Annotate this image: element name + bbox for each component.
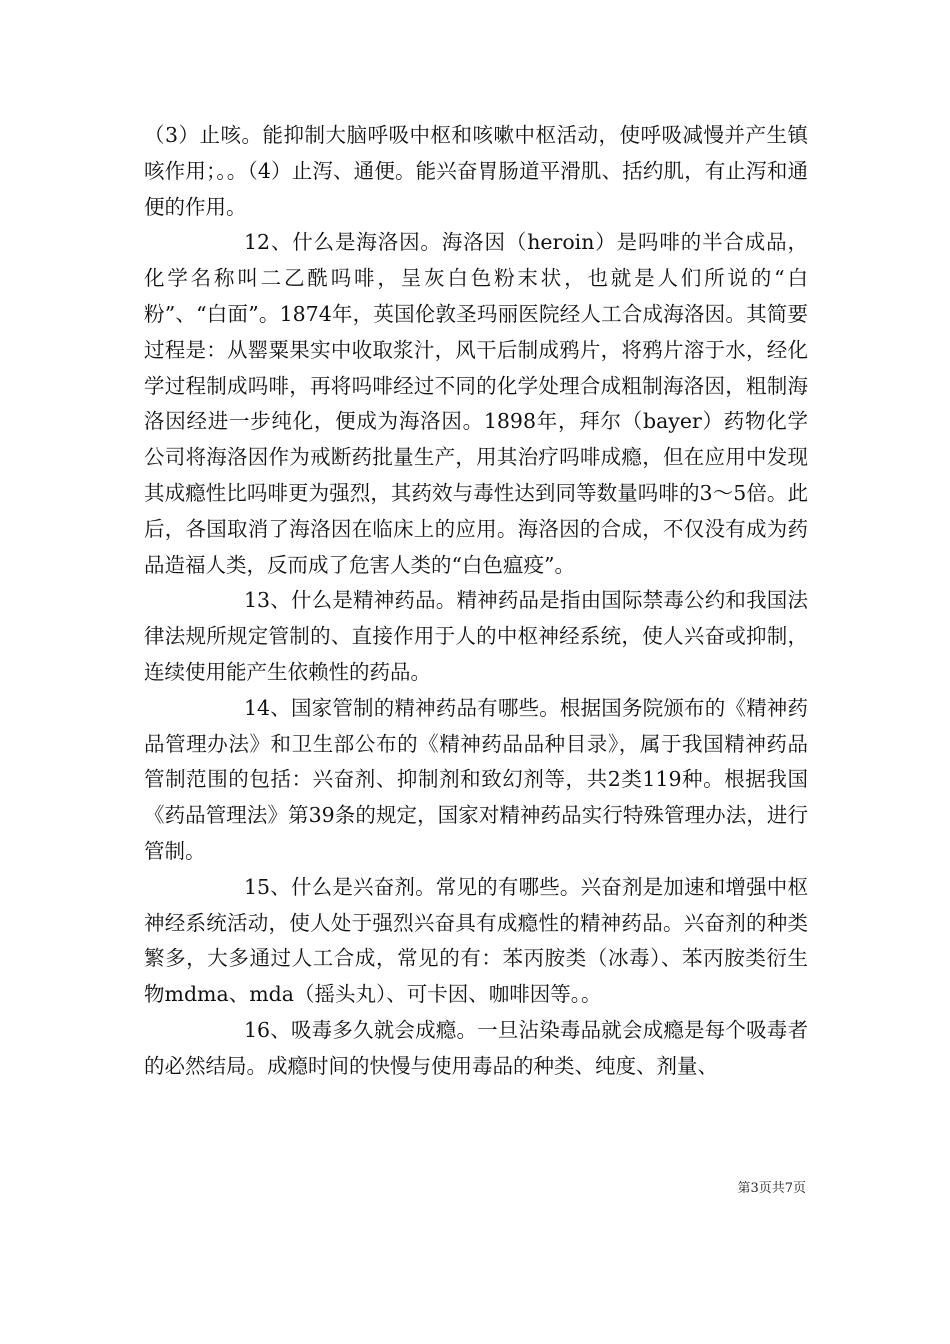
paragraph-stimulants: 15、什么是兴奋剂。常见的有哪些。兴奋剂是加速和增强中枢神经系统活动，使人处于强烈兴奋具有成瘾性的精神药品。兴奋剂的种类繁多，大多通过人工合成，常见的有：苯丙胺类（冰毒）、苯丙胺类衍生物mdma、mda（摇头丸）、可卡因、咖啡因等。。 [144,874,808,1007]
paragraph-addiction-time: 16、吸毒多久就会成瘾。一旦沾染毒品就会成瘾是每个吸毒者的必然结局。成瘾时间的快慢与使用毒品的种类、纯度、剂量、 [144,1017,808,1078]
paragraph-heroin: 12、什么是海洛因。海洛因（heroin）是吗啡的半合成品，化学名称叫二乙酰吗啡，呈灰白色粉末状，也就是人们所说的“白粉”、“白面”。1874年，英国伦敦圣玛丽医院经人工合成海洛因。其简要过程是：从罂粟果实中收取浆汁，风干后制成鸦片，将鸦片溶于水，经化学过程制成吗啡，再将吗啡经过不同的化学处理合成粗制海洛因，粗制海洛因经进一步纯化，便成为海洛因。1898年，拜尔（bayer）药物化学公司将海洛因作为戒断药批量生产，用其治疗吗啡成瘾，但在应用中发现其成瘾性比吗啡更为强烈，其药效与毒性达到同等数量吗啡的3～5倍。此后，各国取消了海洛因在临床上的应用。海洛因的合成，不仅没有成为药品造福人类，反而成了危害人类的“白色瘟疫”。 [144,230,808,577]
page-number-footer: 第3页共7页 [737,1181,806,1196]
paragraph-cough-diarrhea: （3）止咳。能抑制大脑呼吸中枢和咳嗽中枢活动，使呼吸减慢并产生镇咳作用；。。（4）止泻、通便。能兴奋胃肠道平滑肌、括约肌，有止泻和通便的作用。 [144,123,808,219]
paragraph-psychotropic-definition: 13、什么是精神药品。精神药品是指由国际禁毒公约和我国法律法规所规定管制的、直接作用于人的中枢神经系统，使人兴奋或抑制，连续使用能产生依赖性的药品。 [144,588,808,684]
document-body [144,118,808,1085]
paragraph-controlled-psychotropics: 14、国家管制的精神药品有哪些。根据国务院颁布的《精神药品管理办法》和卫生部公布的《精神药品品种目录》，属于我国精神药品管制范围的包括：兴奋剂、抑制剂和致幻剂等，共2类119种。根据我国《药品管理法》第39条的规定，国家对精神药品实行特殊管理办法，进行管制。 [144,695,808,863]
